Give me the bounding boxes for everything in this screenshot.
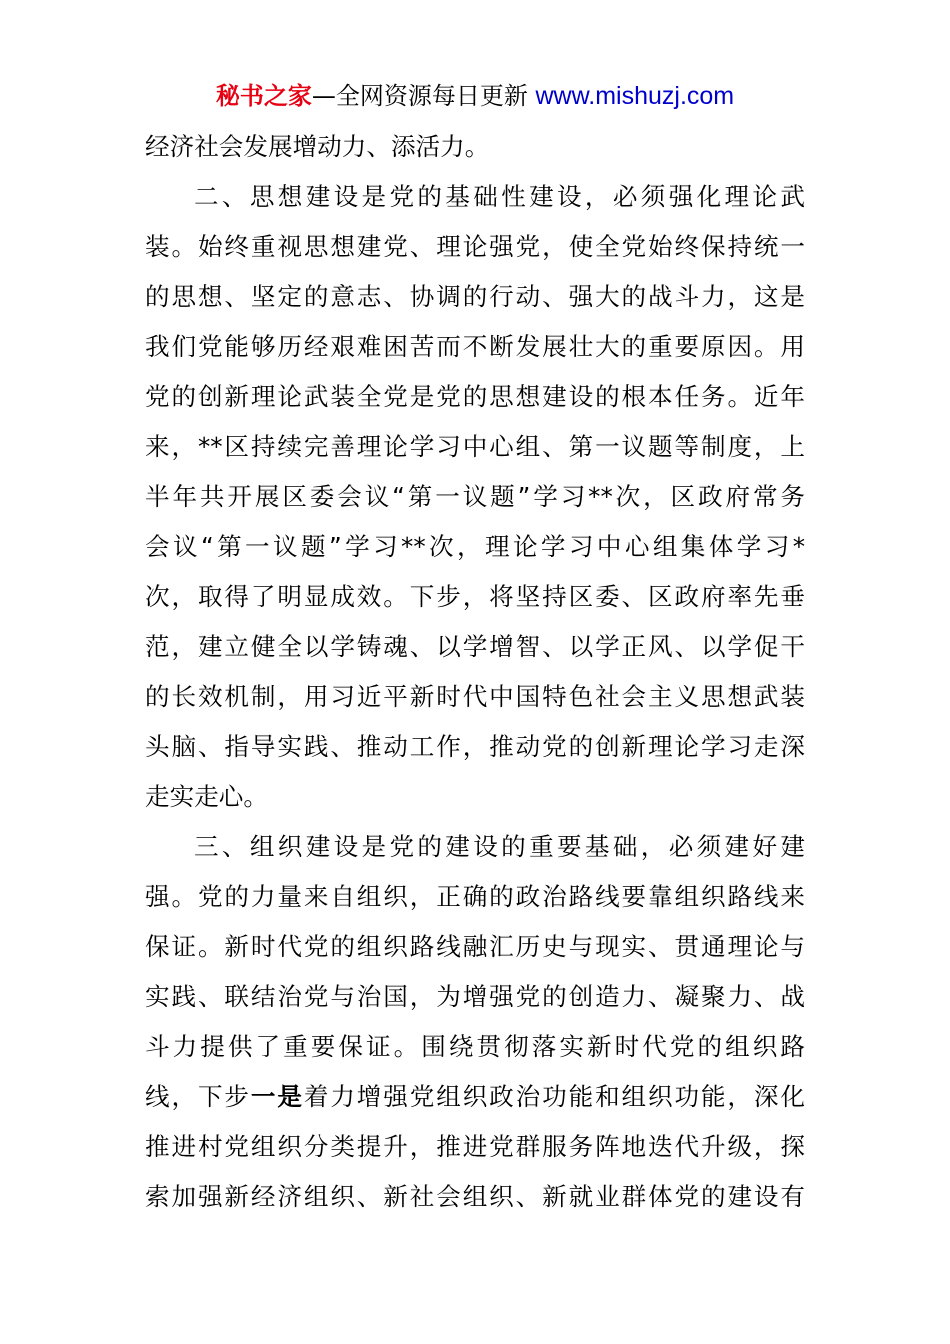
text-line: 次，取得了明显成效。下步，将坚持区委、区政府率先垂 <box>145 582 805 611</box>
site-header <box>0 80 950 112</box>
text-line: 我们党能够历经艰难困苦而不断发展壮大的重要原因。用 <box>145 332 805 361</box>
line-segment: 着力增强党组织政治功能和组织功能，深化 <box>303 1082 805 1111</box>
text-line: 的长效机制，用习近平新时代中国特色社会主义思想武装 <box>145 682 805 711</box>
section-heading-line: 二、思想建设是党的基础性建设，必须强化理论武 <box>194 182 805 211</box>
text-line: 装。始终重视思想建党、理论强党，使全党始终保持统一 <box>145 232 805 261</box>
text-line: 经济社会发展增动力、添活力。 <box>145 132 490 161</box>
document-body <box>145 122 805 1222</box>
text-line: 斗力提供了重要保证。围绕贯彻落实新时代党的组织路 <box>145 1032 805 1061</box>
text-line: 会议“第一议题”学习**次，理论学习中心组集体学习* <box>145 532 805 561</box>
text-line: 半年共开展区委会议“第一议题”学习**次，区政府常务 <box>145 482 805 511</box>
brand-name: 秘书之家 <box>215 82 312 110</box>
site-url-link[interactable]: www.mishuzj.com <box>535 82 735 110</box>
text-line: 党的创新理论武装全党是党的思想建设的根本任务。近年 <box>145 382 805 411</box>
header-slogan: —全网资源每日更新 <box>311 82 536 110</box>
text-line: 范，建立健全以学铸魂、以学增智、以学正风、以学促干 <box>145 632 805 661</box>
text-line: 索加强新经济组织、新社会组织、新就业群体党的建设有 <box>145 1182 805 1211</box>
text-line: 实践、联结治党与治国，为增强党的创造力、凝聚力、战 <box>145 982 805 1011</box>
text-line: 保证。新时代党的组织路线融汇历史与现实、贯通理论与 <box>145 932 805 961</box>
text-line: 头脑、指导实践、推动工作，推动党的创新理论学习走深 <box>145 732 805 761</box>
section-heading-line: 三、组织建设是党的建设的重要基础，必须建好建 <box>194 832 805 861</box>
text-line: 强。党的力量来自组织，正确的政治路线要靠组织路线来 <box>145 882 805 911</box>
text-line: 推进村党组织分类提升，推进党群服务阵地迭代升级，探 <box>145 1132 805 1161</box>
text-line: 走实走心。 <box>145 782 268 811</box>
line-segment: 线，下步 <box>145 1082 251 1111</box>
text-line: 来，**区持续完善理论学习中心组、第一议题等制度，上 <box>145 432 805 461</box>
text-line: 的思想、坚定的意志、协调的行动、强大的战斗力，这是 <box>145 282 805 311</box>
text-line-with-emphasis <box>145 1072 805 1122</box>
emphasis-text: 一是 <box>250 1082 304 1111</box>
